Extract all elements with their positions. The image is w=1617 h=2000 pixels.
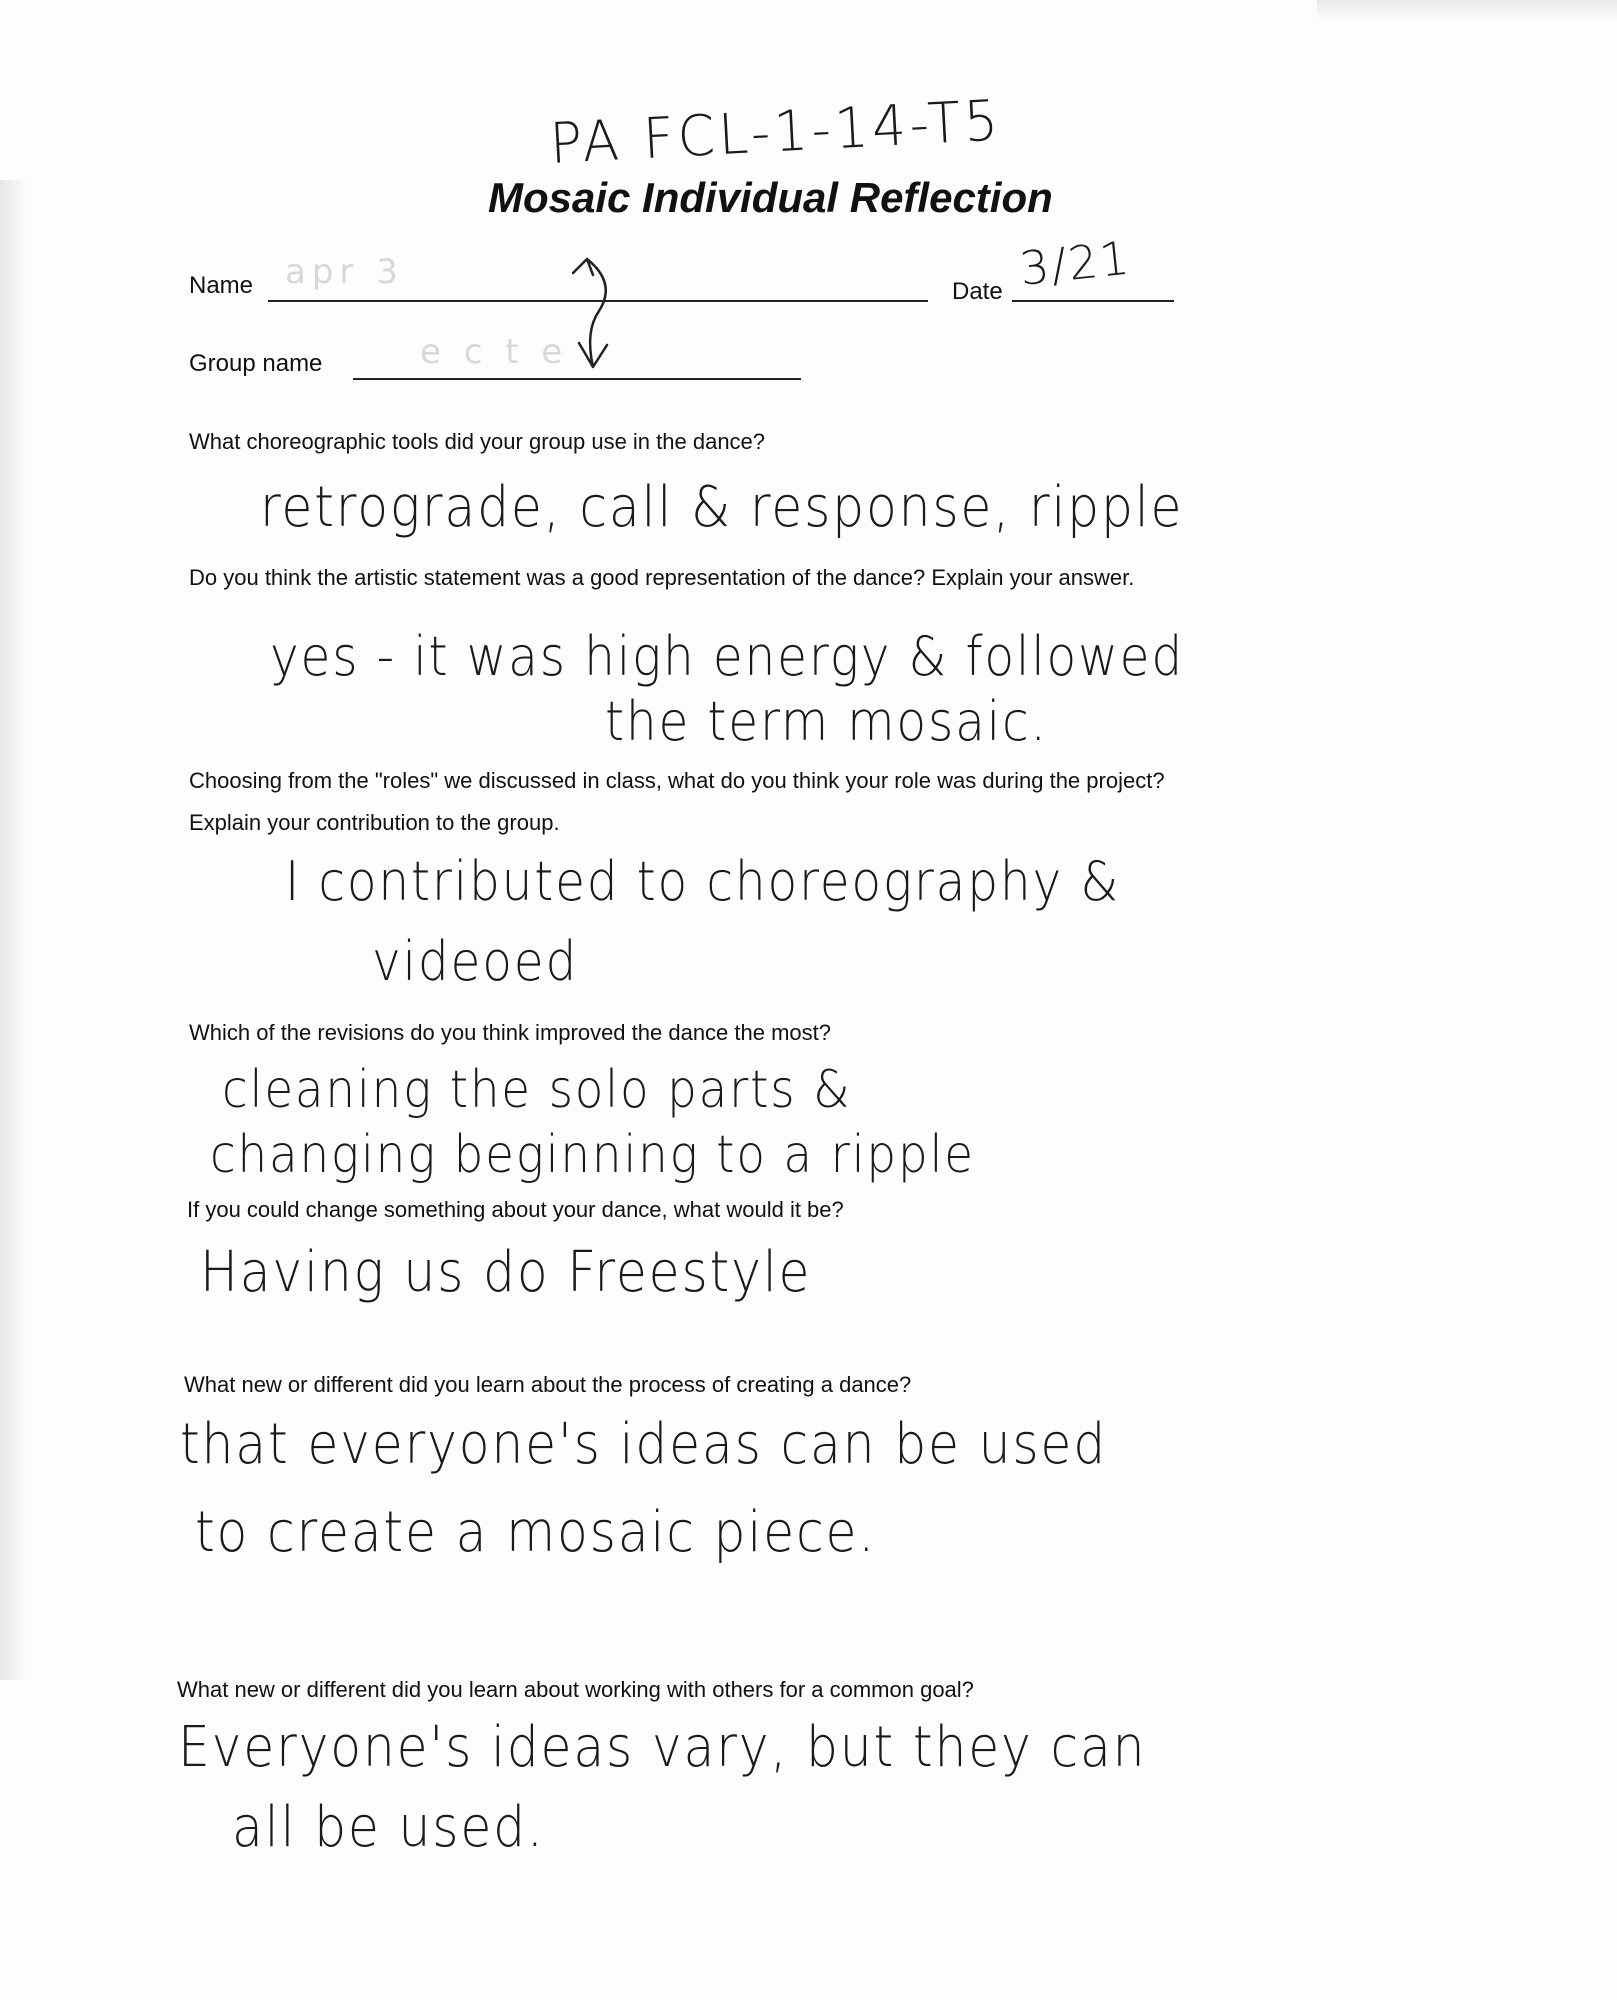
answer-3-line-2: videoed bbox=[372, 930, 579, 993]
answer-4-line-2: changing beginning to a ripple bbox=[210, 1125, 975, 1185]
arrow-mark-icon bbox=[565, 255, 625, 380]
answer-1-line-1: retrograde, call & response, ripple bbox=[260, 475, 1184, 540]
answer-4-line-1: cleaning the solo parts & bbox=[222, 1060, 852, 1120]
group-name-label: Group name bbox=[189, 350, 323, 377]
scan-shadow-top bbox=[1317, 0, 1617, 20]
answer-2-line-1: yes - it was high energy & followed bbox=[270, 625, 1184, 688]
name-value: apr 3 bbox=[285, 252, 404, 292]
page-title: Mosaic Individual Reflection bbox=[488, 174, 1053, 221]
answer-6-line-2: to create a mosaic piece. bbox=[195, 1500, 877, 1565]
group-name-underline bbox=[353, 378, 801, 380]
answer-2-line-2: the term mosaic. bbox=[605, 690, 1048, 753]
date-label: Date bbox=[952, 278, 1003, 305]
handwritten-code-note: PA FCL-1-14-T5 bbox=[548, 88, 1004, 177]
question-5: If you could change something about your dance, what would it be? bbox=[187, 1197, 844, 1222]
answer-3-line-1: I contributed to choreography & bbox=[285, 850, 1121, 913]
name-label: Name bbox=[189, 272, 254, 299]
answer-5-line-1: Having us do Freestyle bbox=[200, 1240, 812, 1305]
answer-7-line-2: all be used. bbox=[232, 1795, 545, 1860]
date-value: 3/21 bbox=[1017, 230, 1134, 296]
question-2: Do you think the artistic statement was a good representation of the dance? Explain your answer. bbox=[189, 565, 1135, 590]
question-6: What new or different did you learn about the process of creating a dance? bbox=[184, 1372, 912, 1397]
scan-shadow-left bbox=[0, 180, 28, 1680]
question-4: Which of the revisions do you think improved the dance the most? bbox=[189, 1020, 832, 1045]
question-3: Choosing from the "roles" we discussed in class, what do you think your role was during the project? bbox=[189, 768, 1165, 793]
answer-6-line-1: that everyone's ideas can be used bbox=[180, 1412, 1108, 1477]
answer-7-line-1: Everyone's ideas vary, but they can bbox=[178, 1715, 1147, 1780]
question-1: What choreographic tools did your group use in the dance? bbox=[189, 429, 766, 454]
date-underline bbox=[1012, 300, 1174, 302]
question-7: What new or different did you learn about working with others for a common goal? bbox=[177, 1677, 974, 1702]
group-name-value: e c t e bbox=[420, 332, 569, 372]
question-3-line-2: Explain your contribution to the group. bbox=[189, 810, 560, 835]
